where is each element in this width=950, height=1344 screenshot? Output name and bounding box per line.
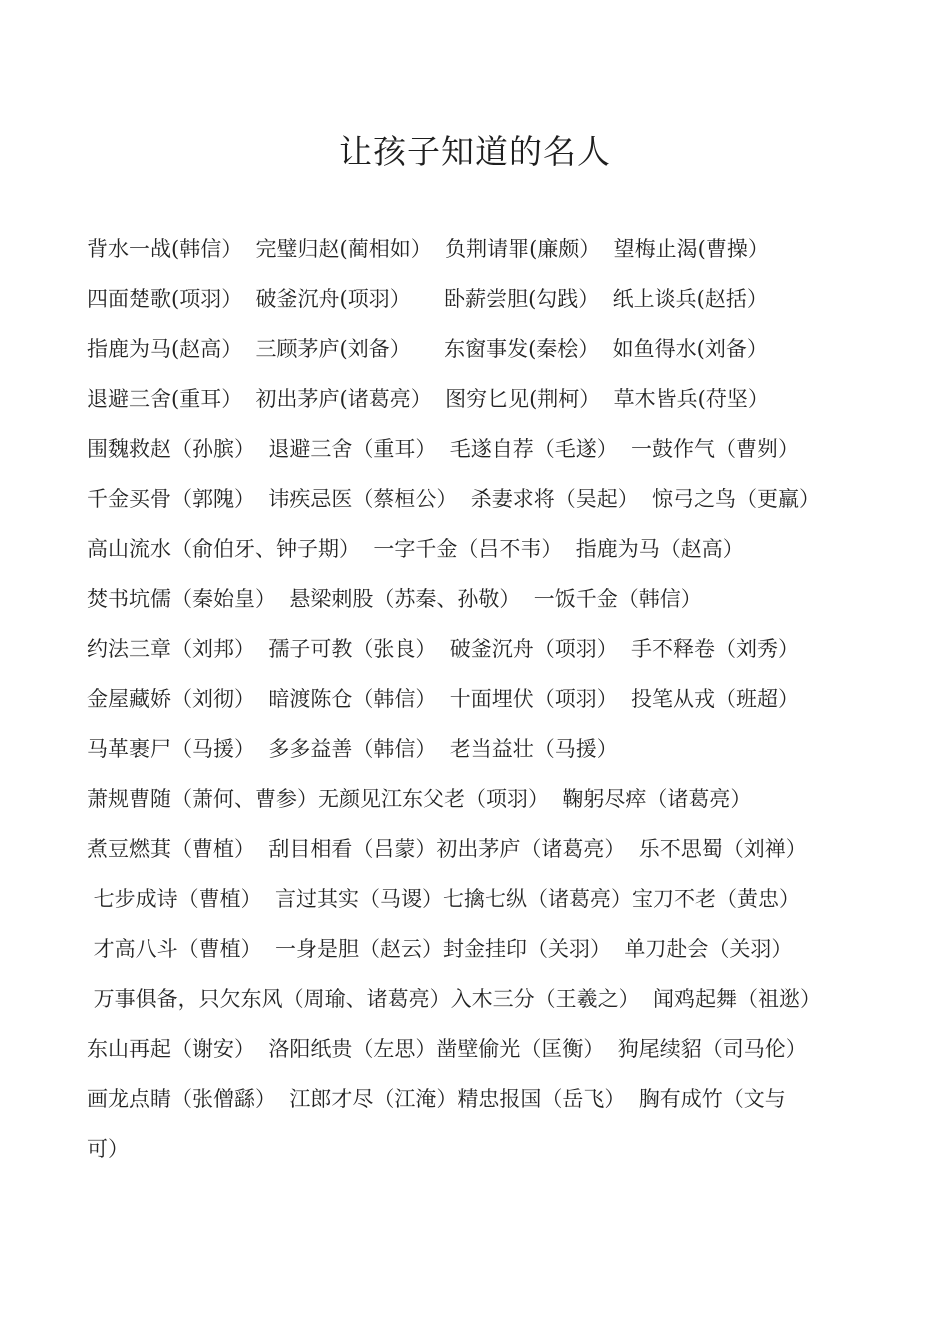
idiom-line: 煮豆燃萁（曹植） 刮目相看（吕蒙）初出茅庐（诸葛亮） 乐不思蜀（刘禅） [87,837,807,861]
idiom-line: 马革裹尸（马援） 多多益善（韩信） 老当益壮（马援） [87,737,618,761]
idiom-line: 东山再起（谢安） 洛阳纸贵（左思）凿壁偷光（匡衡） 狗尾续貂（司马伦） [87,1037,807,1061]
idiom-line: 退避三舍(重耳） 初出茅庐(诸葛亮） 图穷匕见(荆柯） 草木皆兵(苻坚） [87,387,769,411]
idiom-line: 万事俱备，只欠东风（周瑜、诸葛亮）入木三分（王羲之） 闻鸡起舞（祖逖） [87,987,822,1011]
idiom-line: 千金买骨（郭隗） 讳疾忌医（蔡桓公） 杀妻求将（吴起） 惊弓之鸟（更羸） [87,487,821,511]
idiom-line: 围魏救赵（孙膑） 退避三舍（重耳） 毛遂自荐（毛遂） 一鼓作气（曹刿） [87,437,800,461]
idiom-line: 指鹿为马(赵高） 三顾茅庐(刘备） 东窗事发(秦桧） 如鱼得水(刘备） [87,337,768,361]
idiom-line: 四面楚歌(项羽） 破釜沉舟(项羽） 卧薪尝胆(勾践） 纸上谈兵(赵括） [87,287,768,311]
document-title: 让孩子知道的名人 [339,132,611,171]
idiom-line: 萧规曹随（萧何、曹参）无颜见江东父老（项羽） 鞠躬尽瘁（诸葛亮） [87,787,752,811]
idiom-line: 背水一战(韩信） 完璧归赵(蔺相如） 负荆请罪(廉颇） 望梅止渴(曹操） [87,237,769,261]
idiom-line: 焚书坑儒（秦始皇） 悬梁刺股（苏秦、孙敬） 一饭千金（韩信） [87,587,702,611]
idiom-line: 金屋藏娇（刘彻） 暗渡陈仓（韩信） 十面埋伏（项羽） 投笔从戎（班超） [87,687,800,711]
idiom-list [87,230,877,1180]
idiom-line: 才高八斗（曹植） 一身是胆（赵云）封金挂印（关羽） 单刀赴会（关羽） [87,937,793,961]
idiom-line: 可） [87,1137,129,1161]
idiom-line: 高山流水（俞伯牙、钟子期） 一字千金（吕不韦） 指鹿为马（赵高） [87,537,744,561]
idiom-line: 七步成诗（曹植） 言过其实（马谡）七擒七纵（诸葛亮）宝刀不老（黄忠） [87,887,801,911]
idiom-line: 画龙点睛（张僧繇） 江郎才尽（江淹）精忠报国（岳飞） 胸有成竹（文与 [87,1087,786,1111]
idiom-line: 约法三章（刘邦） 孺子可教（张良） 破釜沉舟（项羽） 手不释卷（刘秀） [87,637,800,661]
